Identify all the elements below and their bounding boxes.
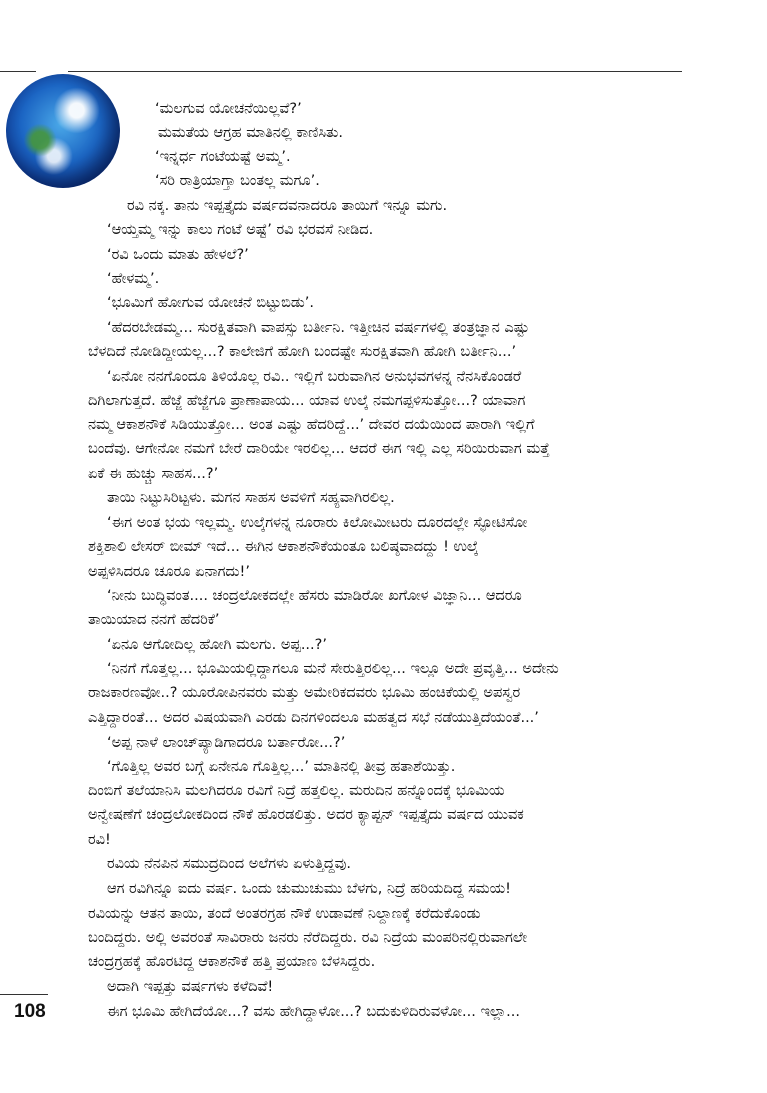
text-line: ರವಿಯನ್ನು ಆತನ ತಾಯಿ, ತಂದೆ ಅಂತರಗ್ರಹ ನೌಕೆ ಉಡಾವಣೆ ನಿಲ್ದಾಣಕ್ಕೆ ಕರೆದುಕೊಂಡು (88, 906, 481, 922)
text-line: ನಮ್ಮ ಆಕಾಶನೌಕೆ ಸಿಡಿಯುತ್ತೋ... ಅಂತ ಎಷ್ಟು ಹೆದರಿದ್ದೆ...’ ದೇವರ ದಯೆಯಿಂದ ಪಾರಾಗಿ ಇಲ್ಲಿಗೆ (88, 417, 535, 433)
text-line: ಆಗ ರವಿಗಿನ್ನೂ ಐದು ವರ್ಷ. ಒಂದು ಚುಮುಚುಮು ಬೆಳಗು, ನಿದ್ರೆ ಹರಿಯದಿದ್ದ ಸಮಯ! (107, 881, 511, 897)
text-line: ‘ಏನೋ ನನಗೊಂದೂ ತಿಳಿಯೊಲ್ಲ ರವಿ.. ಇಲ್ಲಿಗೆ ಬರುವಾಗಿನ ಅನುಭವಗಳನ್ನ ನೆನಸಿಕೊಂಡರೆ (107, 369, 522, 385)
text-line: ಅಪ್ಪಳಿಸಿದರೂ ಚೂರೂ ಏನಾಗದು!’ (88, 564, 250, 580)
text-line: ಬೆಳದಿದೆ ನೋಡಿದ್ದೀಯಲ್ಲ...? ಕಾಲೇಜಿಗೆ ಹೋಗಿ ಬಂದಷ್ಟೇ ಸುರಕ್ಷಿತವಾಗಿ ಹೋಗಿ ಬರ್ತೀನಿ...’ (88, 344, 517, 360)
text-line: ‘ಹೇಳಮ್ಮ’. (107, 271, 160, 287)
text-line: ದಿಗಿಲಾಗುತ್ತದೆ. ಹೆಜ್ಜೆ ಹೆಜ್ಜೆಗೂ ಪ್ರಾಣಾಪಾಯ... ಯಾವ ಉಲ್ಕೆ ನಮಗಪ್ಪಳಿಸುತ್ತೋ...? ಯಾವಾಗ (88, 393, 526, 409)
text-line: ಚಂದ್ರಗ್ರಹಕ್ಕೆ ಹೊರಟಿದ್ದ ಆಕಾಶನೌಕೆ ಹತ್ತಿ ಪ್ರಯಾಣ ಬೆಳಸಿದ್ದರು. (88, 954, 376, 970)
text-line: ‘ಏನೂ ಆಗೋದಿಲ್ಲ ಹೋಗಿ ಮಲಗು. ಅಪ್ಪ...?’ (107, 637, 327, 653)
text-line: ರಾಜಕಾರಣವೋ..? ಯೂರೋಪಿನವರು ಮತ್ತು ಅಮೇರಿಕದವರು ಭೂಮಿ ಹಂಚಿಕೆಯಲ್ಲಿ ಅಪಸ್ವರ (88, 685, 521, 701)
text-line: ‘ಈಗ ಅಂತ ಭಯ ಇಲ್ಲಮ್ಮ. ಉಲ್ಕೆಗಳನ್ನ ನೂರಾರು ಕಿಲೋಮೀಟರು ದೂರದಲ್ಲೇ ಸ್ಫೋಟಿಸೋ (107, 515, 528, 531)
text-line: ದಿಂಬಿಗೆ ತಲೆಯಾನಿಸಿ ಮಲಗಿದರೂ ರವಿಗೆ ನಿದ್ರೆ ಹತ್ತಲಿಲ್ಲ. ಮರುದಿನ ಹನ್ನೊಂದಕ್ಕೆ ಭೂಮಿಯ (88, 783, 505, 799)
text-line: ರವಿ ನಕ್ಕ. ತಾನು ಇಪ್ಪತ್ತೈದು ವರ್ಷದವನಾದರೂ ತಾಯಿಗೆ ಇನ್ನೂ ಮಗು. (127, 198, 448, 214)
text-line: ‘ನೀನು ಬುದ್ಧಿವಂತ.... ಚಂದ್ರಲೋಕದಲ್ಲೇ ಹೆಸರು ಮಾಡಿರೋ ಖಗೋಳ ವಿಜ್ಞಾನಿ... ಆದರೂ (107, 588, 522, 604)
text-line: ‘ನಿನಗೆ ಗೊತ್ತಲ್ಲ... ಭೂಮಿಯಲ್ಲಿದ್ದಾಗಲೂ ಮನೆ ಸೇರುತ್ತಿರಲಿಲ್ಲ... ಇಲ್ಲೂ ಅದೇ ಪ್ರವೃತ್ತಿ... ಅದೇನು (107, 661, 559, 677)
text-line: ಶಕ್ತಿಶಾಲಿ ಲೇಸರ್ ಬೀಮ್ ಇದೆ... ಈಗಿನ ಆಕಾಶನೌಕೆಯಂತೂ ಬಲಿಷ್ಠವಾದದ್ದು ! ಉಲ್ಕೆ (88, 539, 479, 555)
text-line: ‘ಮಲಗುವ ಯೋಚನೆಯಿಲ್ಲವೆ?’ (155, 101, 302, 117)
text-line: ಎತ್ತಿದ್ದಾರಂತೆ... ಅದರ ವಿಷಯವಾಗಿ ಎರಡು ದಿನಗಳಿಂದಲೂ ಮಹತ್ವದ ಸಭೆ ನಡೆಯುತ್ತಿದೆಯಂತೆ...’ (88, 710, 539, 726)
text-line: ಅನ್ವೇಷಣೆಗೆ ಚಂದ್ರಲೋಕದಿಂದ ನೌಕೆ ಹೊರಡಲಿತ್ತು. ಅದರ ಕ್ಯಾಪ್ಟನ್ ಇಪ್ಪತ್ತೈದು ವರ್ಷದ ಯುವಕ (88, 807, 524, 823)
text-line: ‘ಹೆದರಬೇಡಮ್ಮ... ಸುರಕ್ಷಿತವಾಗಿ ವಾಪಸ್ಸು ಬರ್ತೀನಿ. ಇತ್ತೀಚಿನ ವರ್ಷಗಳಲ್ಲಿ ತಂತ್ರಜ್ಞಾನ ಎಷ್ಟು (107, 320, 530, 336)
text-line: ಬಂದಿದ್ದರು. ಅಲ್ಲಿ ಅವರಂತೆ ಸಾವಿರಾರು ಜನರು ನೆರೆದಿದ್ದರು. ರವಿ ನಿದ್ರೆಯ ಮಂಪರಿನಲ್ಲಿರುವಾಗಲೇ (88, 930, 528, 946)
text-line: ತಾಯಿಯಾದ ನನಗೆ ಹೆದರಿಕೆ’ (88, 612, 220, 628)
text-line: ರವಿ! (88, 832, 111, 848)
text-line: ಏಕೆ ಈ ಹುಚ್ಚು ಸಾಹಸ...?’ (88, 466, 219, 482)
text-line: ಈಗ ಭೂಮಿ ಹೇಗಿದೆಯೋ...? ವಸು ಹೇಗಿದ್ದಾಳೋ...? ಬದುಕುಳಿದಿರುವಳೋ... ಇಲ್ಲಾ... (107, 1004, 520, 1020)
text-line: ಬಂದೆವು. ಆಗೇನೋ ನಮಗೆ ಬೇರೆ ದಾರಿಯೇ ಇರಲಿಲ್ಲ... ಆದರೆ ಈಗ ಇಲ್ಲಿ ಎಲ್ಲ ಸರಿಯಿರುವಾಗ ಮತ್ತೆ (88, 441, 550, 457)
text-line: ಮಮತೆಯ ಆಗ್ರಹ ಮಾತಿನಲ್ಲಿ ಕಾಣಿಸಿತು. (158, 125, 343, 141)
text-line: ‘ಗೊತ್ತಿಲ್ಲ ಅವರ ಬಗ್ಗೆ ಏನೇನೂ ಗೊತ್ತಿಲ್ಲ...’ ಮಾತಿನಲ್ಲಿ ತೀವ್ರ ಹತಾಶೆಯಿತ್ತು. (107, 759, 456, 775)
text-line: ರವಿಯ ನೆನಪಿನ ಸಮುದ್ರದಿಂದ ಅಲೆಗಳು ಏಳುತ್ತಿದ್ದವು. (107, 856, 352, 872)
text-line: ‘ಅಪ್ಪ ನಾಳೆ ಲಾಂಚ್‌ಪ್ಯಾಡಿಗಾದರೂ ಬರ್ತಾರೋ...?’ (107, 735, 346, 751)
text-line: ಅದಾಗಿ ಇಪ್ಪತ್ತು ವರ್ಷಗಳು ಕಳೆದಿವೆ! (107, 979, 274, 995)
text-line: ‘ಭೂಮಿಗೆ ಹೋಗುವ ಯೋಚನೆ ಬಿಟ್ಟುಬಿಡು’. (107, 295, 314, 311)
text-line: ‘ಇನ್ನರ್ಧ ಗಂಟೆಯಷ್ಟೆ ಅಮ್ಮ’. (155, 149, 291, 165)
bottom-rule (0, 994, 48, 995)
text-line: ‘ಆಯ್ತಮ್ಮ ಇನ್ನು ಕಾಲು ಗಂಟೆ ಅಷ್ಟೆ’ ರವಿ ಭರವಸೆ ನೀಡಿದ. (107, 222, 374, 238)
text-line: ತಾಯಿ ನಿಟ್ಟುಸಿರಿಟ್ಟಳು. ಮಗನ ಸಾಹಸ ಅವಳಿಗೆ ಸಹ್ಯವಾಗಿರಲಿಲ್ಲ. (107, 490, 395, 506)
text-line: ‘ಸರಿ ರಾತ್ರಿಯಾಗ್ತಾ ಬಂತಲ್ಲ ಮಗೂ’. (155, 173, 320, 189)
page-number: 108 (14, 1001, 46, 1022)
text-line: ‘ರವಿ ಒಂದು ಮಾತು ಹೇಳಲೆ?’ (107, 247, 249, 263)
